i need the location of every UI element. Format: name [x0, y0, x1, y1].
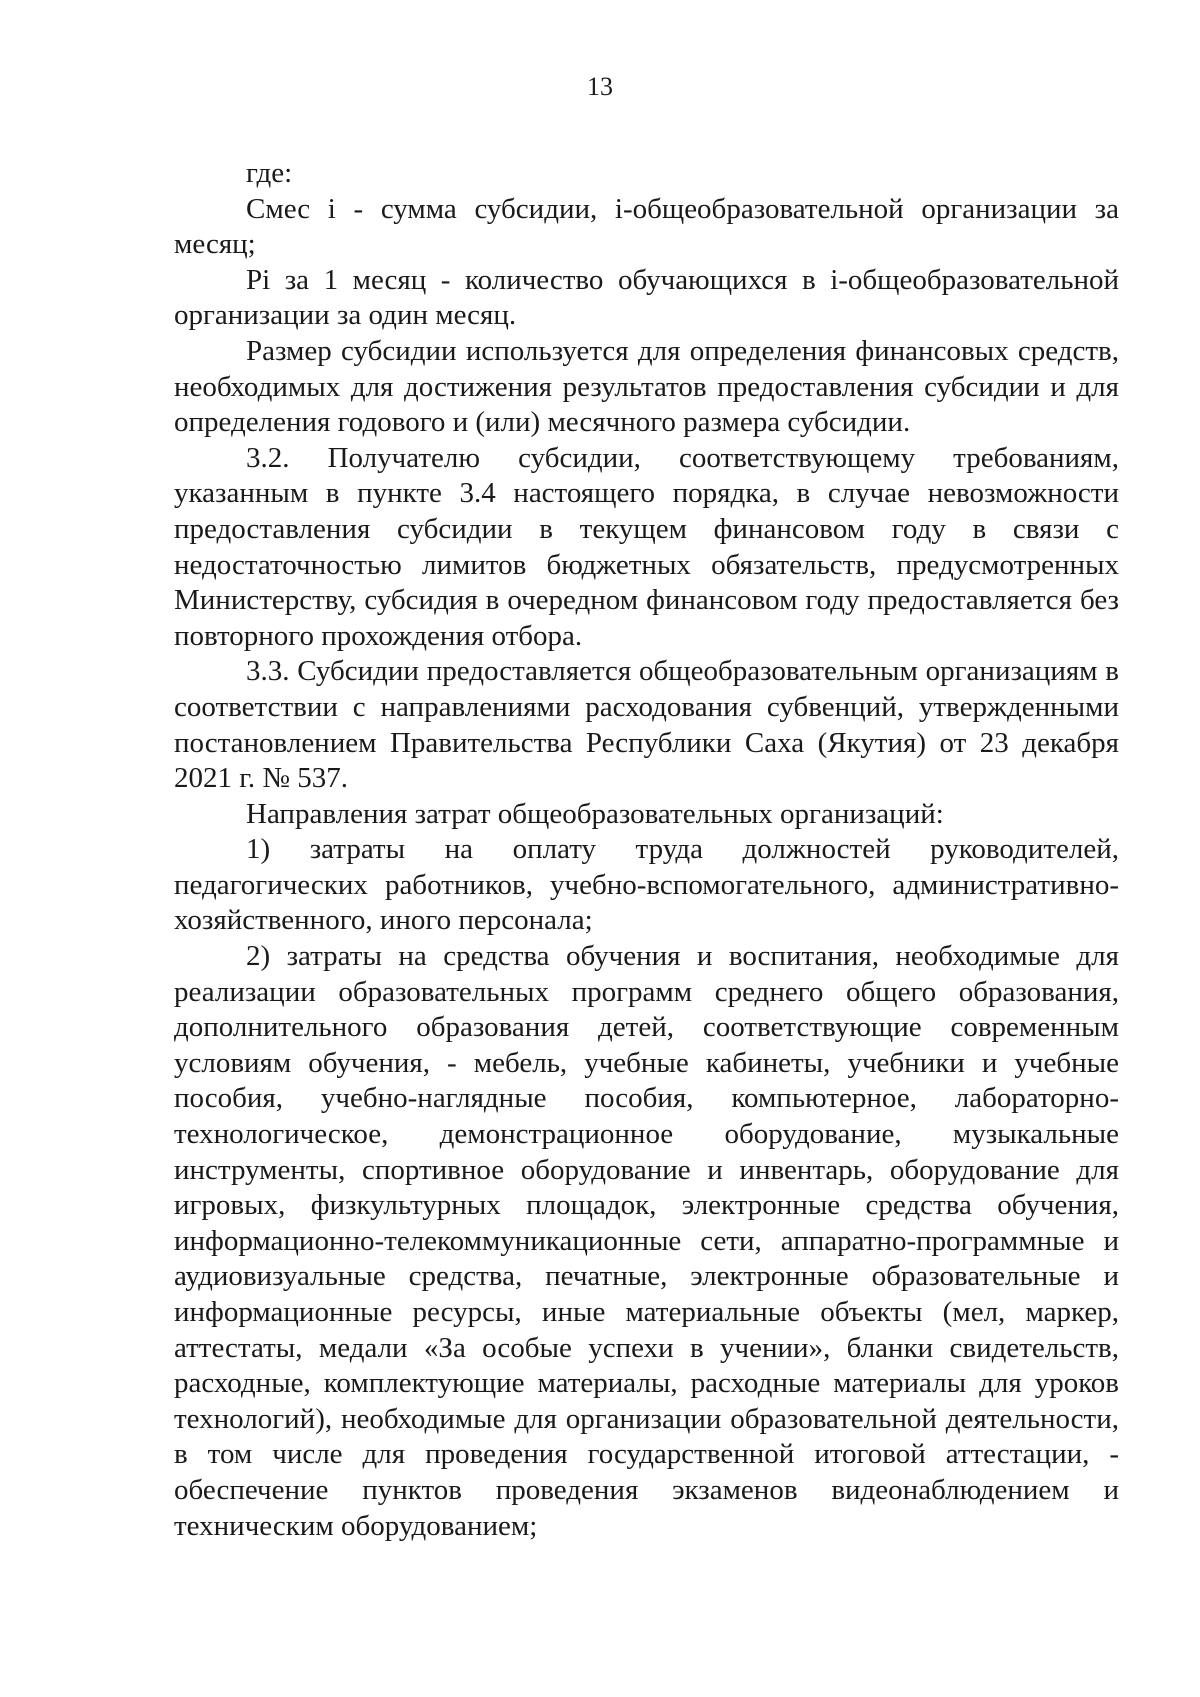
- paragraph-where: где:: [246, 157, 293, 189]
- list-item-2: 2) затраты на средства обучения и воспитания, необходимые для реализации образовательных программ среднего общего образования, дополнительного образования детей, соответствующие современным условиям обучения, - мебель, учебные кабинеты, учебники и учебные пособия, учебно-наглядные пособия, компьютерное, лабораторно-технологическое, демонстрационное оборудование, музыкальные инструменты, спортивное оборудование и инвентарь, оборудование для игровых, физкультурных площадок, электронные средства обучения, информационно-телекоммуникационные сети, аппаратно-программные и аудиовизуальные средства, печатные, электронные образовательные и информационные ресурсы, иные материальные объекты (мел, маркер, аттестаты, медали «За особые успехи в учении», бланки свидетельств, расходные, комплектующие материалы, расходные материалы для уроков технологий), необходимые для организации образовательной деятельности, в том числе для проведения государственной итоговой аттестации, - обеспечение пунктов проведения экзаменов видеонаблюдением и техническим оборудованием;: [174, 940, 1119, 1542]
- page-number: 13: [587, 72, 613, 101]
- paragraph-smes-definition: Смес i - сумма субсидии, i-общеобразовательной организации за месяц;: [174, 192, 1119, 261]
- paragraph-section-3-3: 3.3. Субсидии предоставляется общеобразовательным организациям в соответствии с направлениями расходования субвенций, утвержденными постановлением Правительства Республики Саха (Якутия) от 23 декабря 2021 г. № 537.: [174, 655, 1119, 795]
- paragraph-cost-directions-heading: Направления затрат общеобразовательных организаций:: [246, 797, 944, 830]
- paragraph-subsidy-size: Размер субсидии используется для определения финансовых средств, необходимых для достижения результатов предоставления субсидии и для определения годового и (или) месячного размера субсидии.: [174, 334, 1119, 439]
- paragraph-section-3-2: 3.2. Получателю субсидии, соответствующему требованиям, указанным в пункте 3.4 настоящего порядка, в случае невозможности предоставления субсидии в текущем финансовом году в связи с недостаточностью лимитов бюджетных обязательств, предусмотренных Министерству, субсидия в очередном финансовом году предоставляется без повторного прохождения отбора.: [174, 441, 1119, 652]
- list-item-1: 1) затраты на оплату труда должностей руководителей, педагогических работников, учебно-вспомогательного, административно-хозяйственного, иного персонала;: [174, 833, 1119, 937]
- document-body: [174, 156, 1119, 1544]
- paragraph-pi-definition: Pi за 1 месяц - количество обучающихся в i-общеобразовательной организации за один месяц.: [174, 263, 1119, 332]
